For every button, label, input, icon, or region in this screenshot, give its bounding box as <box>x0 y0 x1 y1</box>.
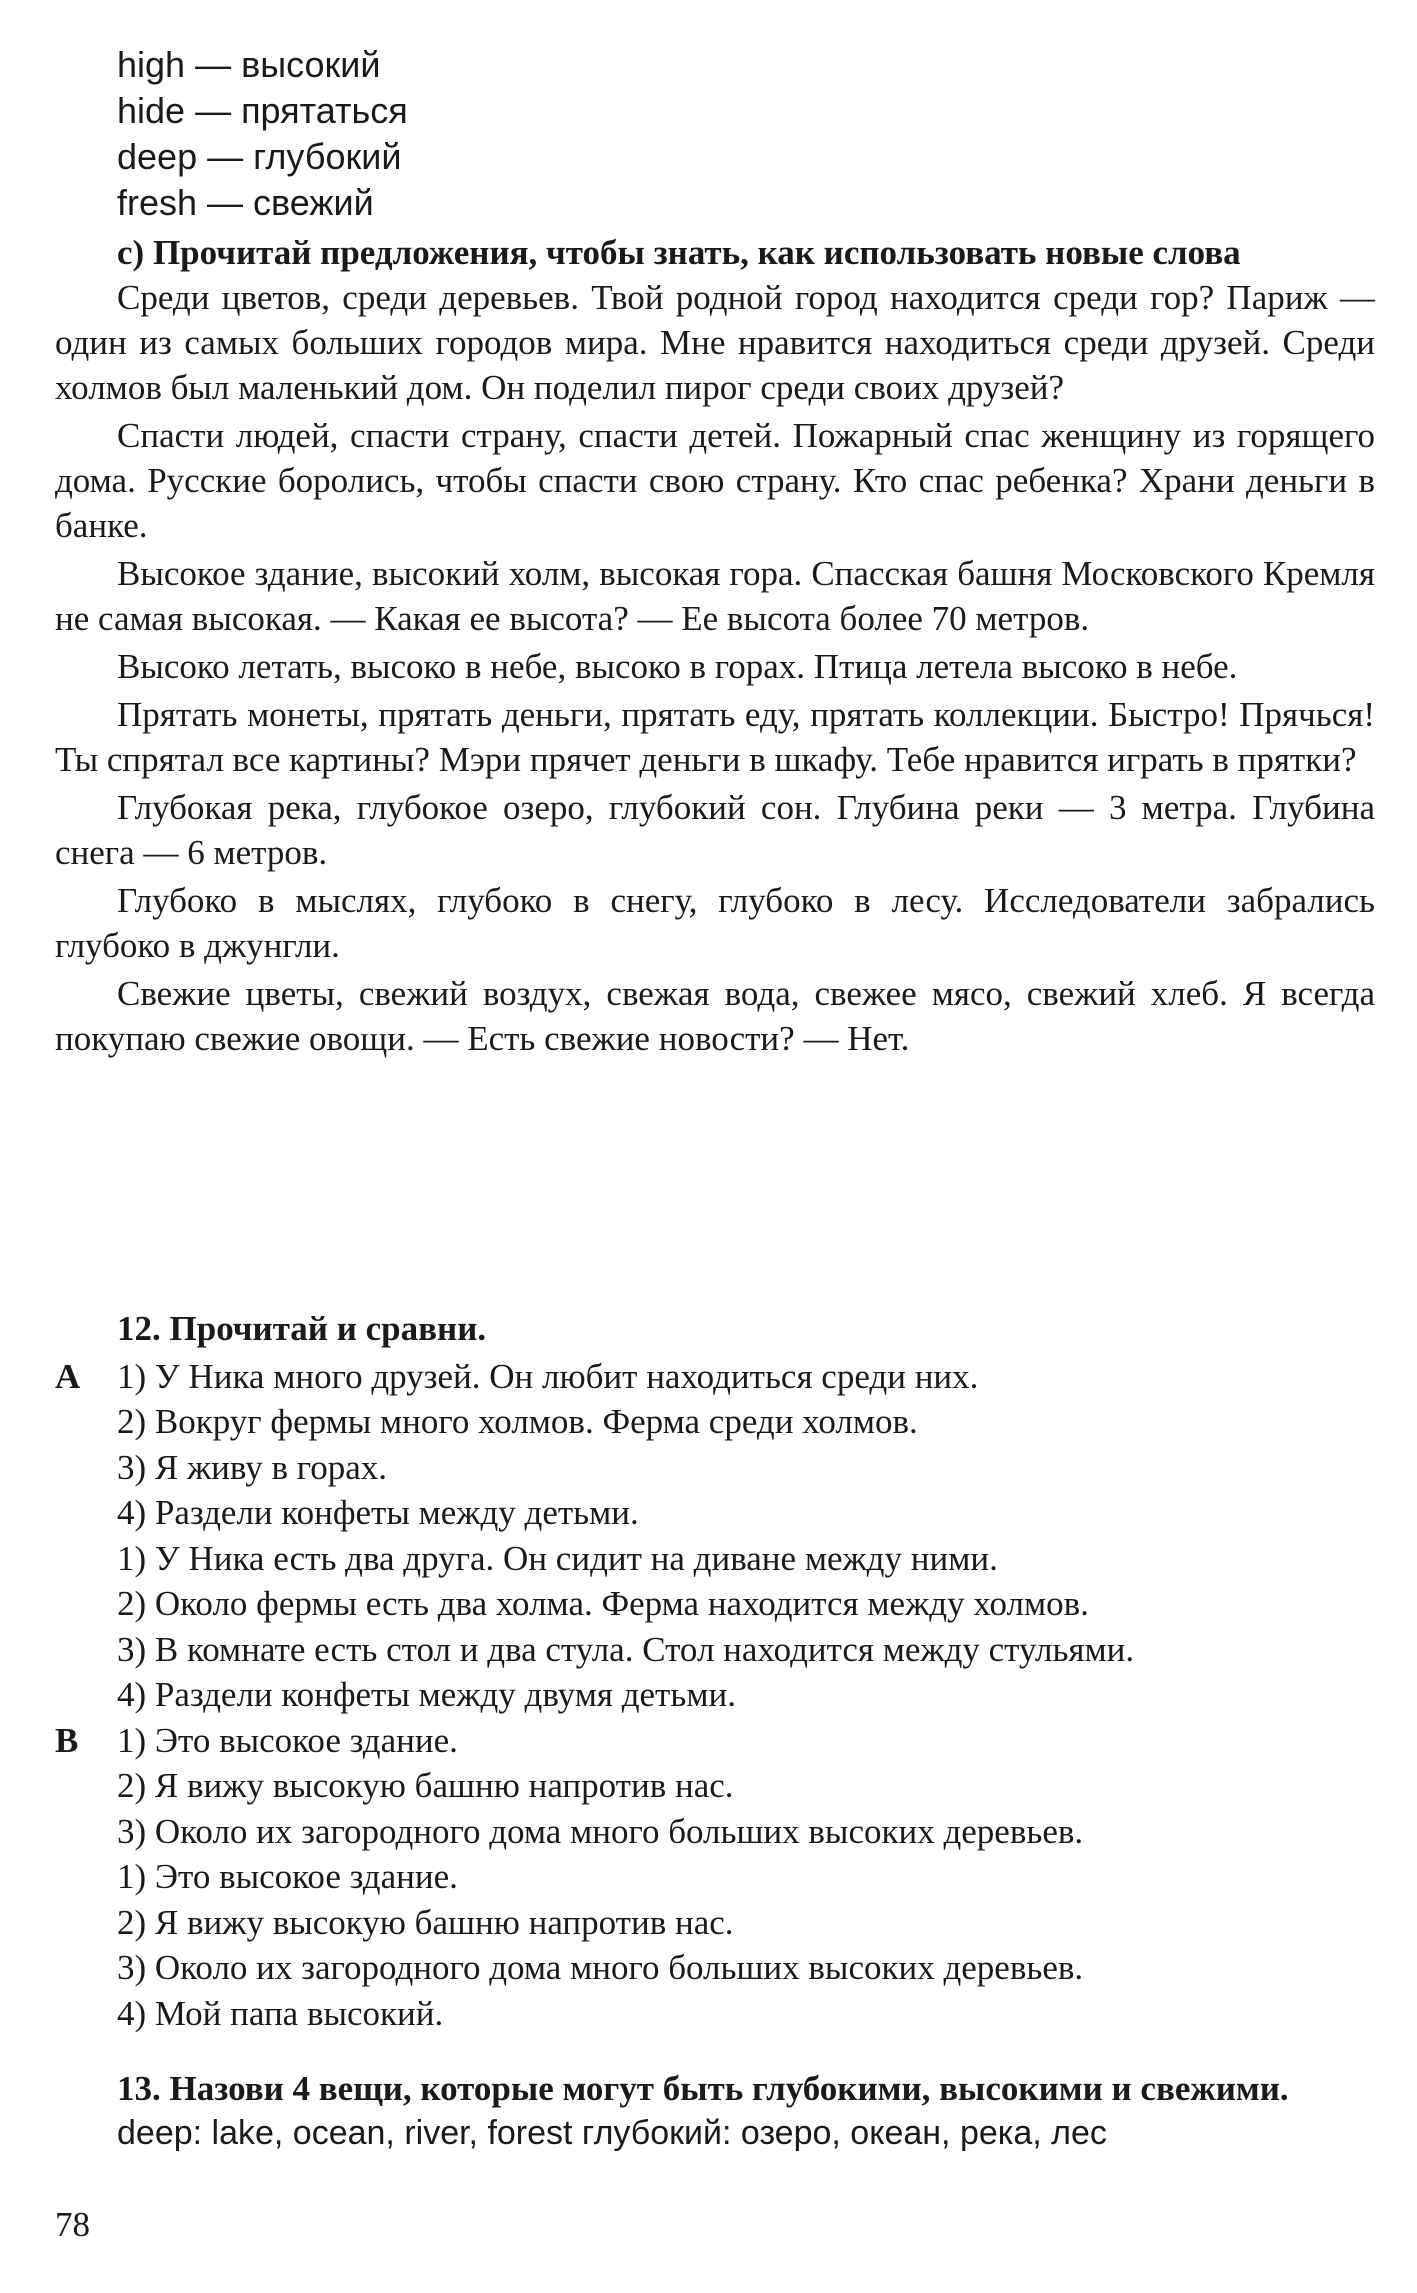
list-item: 2) Я вижу высокую башню напротив нас. <box>117 1902 734 1942</box>
exercise-13-title: 13. Назови 4 вещи, которые могут быть глубокими, высокими и свежими. <box>117 2069 1289 2108</box>
vocab-entry: hide — прятаться <box>117 90 408 131</box>
list-item: 3) Я живу в горах. <box>117 1447 388 1487</box>
list-item: 1) Это высокое здание. <box>117 1857 458 1896</box>
list-item: 3) В комнате есть стол и два стула. Стол находится между стульями. <box>117 1629 1135 1669</box>
vocabulary-list <box>117 42 408 226</box>
paragraph: Спасти людей, спасти страну, спасти детей. Пожарный спас женщину из горящего дома. Русские боролись, чтобы спасти свою страну. Кто спас ребенка? Храни деньги в банке. <box>55 416 1375 545</box>
vocab-entry: deep — глубокий <box>117 136 402 177</box>
paragraph: Глубоко в мыслях, глубоко в снегу, глубоко в лесу. Исследователи забрались глубоко в джунгли. <box>55 881 1375 965</box>
paragraph: Среди цветов, среди деревьев. Твой родной город находится среди гор? Париж — один из самых больших городов мира. Мне нравится находиться среди друзей. Среди холмов был маленький дом. Он поделил пирог среди своих друзей? <box>55 278 1375 407</box>
paragraph: Прятать монеты, прятать деньги, прятать еду, прятать коллекции. Быстро! Прячься! Ты спрятал все картины? Мэри прячет деньги в шкафу. Тебе нравится играть в прятки? <box>55 695 1375 779</box>
group-b-label: В <box>55 1720 79 1760</box>
list-item: 2) Около фермы есть два холма. Ферма находится между холмов. <box>117 1584 1089 1623</box>
paragraph: Свежие цветы, свежий воздух, свежая вода, свежее мясо, свежий хлеб. Я всегда покупаю свежие овощи. — Есть свежие новости? — Нет. <box>55 974 1375 1058</box>
exercise-12-title: 12. Прочитай и сравни. <box>117 1309 487 1348</box>
list-item: А 1) У Ника много друзей. Он любит находиться среди них. <box>55 1354 1375 1400</box>
group-a-label: А <box>55 1356 81 1396</box>
exercise-13 <box>55 2067 1375 2155</box>
paragraph: Высоко летать, высоко в небе, высоко в горах. Птица летела высоко в небе. <box>117 647 1238 686</box>
section-c <box>55 231 1375 1064</box>
list-item: 1) У Ника есть два друга. Он сидит на диване между ними. <box>117 1538 998 1578</box>
list-item: 2) Я вижу высокую башню напротив нас. <box>117 1766 734 1805</box>
list-item: 3) Около их загородного дома много больших высоких деревьев. <box>117 1948 1084 1987</box>
paragraph: Высокое здание, высокий холм, высокая гора. Спасская башня Московского Кремля не самая высокая. — Какая ее высота? — Ее высота более 70 метров. <box>55 554 1375 638</box>
list-item: 4) Раздели конфеты между детьми. <box>117 1493 639 1532</box>
vocab-entry: fresh — свежий <box>117 182 374 223</box>
vocab-entry: high — высокий <box>117 44 381 85</box>
list-item: 3) Около их загородного дома много больших высоких деревьев. <box>117 1811 1084 1851</box>
list-item: 4) Раздели конфеты между двумя детьми. <box>117 1675 736 1714</box>
page-number: 78 <box>55 2205 90 2244</box>
list-item: В 1) Это высокое здание. <box>55 1718 1375 1764</box>
list-item: 2) Вокруг фермы много холмов. Ферма среди холмов. <box>117 1402 918 1441</box>
exercise-13-answer: deep: lake, ocean, river, forest глубокий: озеро, океан, река, лес <box>117 2114 1107 2152</box>
paragraph: Глубокая река, глубокое озеро, глубокий сон. Глубина реки — 3 метра. Глубина снега — 6 метров. <box>55 788 1375 872</box>
exercise-12 <box>55 1306 1375 2036</box>
list-item: 4) Мой папа высокий. <box>117 1993 444 2033</box>
section-c-heading: с) Прочитай предложения, чтобы знать, как использовать новые слова <box>117 233 1241 272</box>
